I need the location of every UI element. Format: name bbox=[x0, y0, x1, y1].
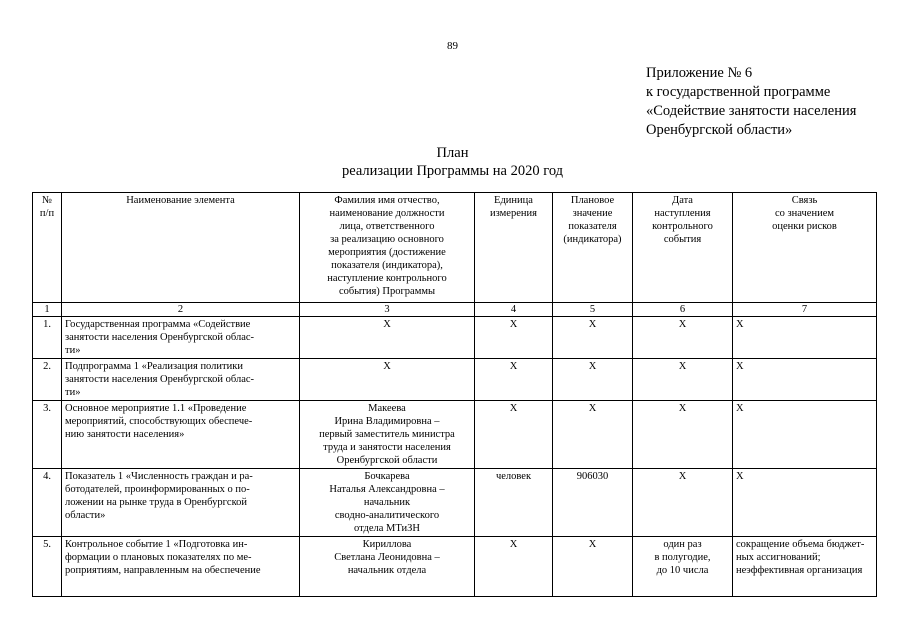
cell-line: Кириллова bbox=[362, 539, 412, 550]
cell-line: сокращение объема бюджет- bbox=[736, 539, 865, 550]
header-cell-risk bbox=[733, 193, 877, 303]
cell-line: ти» bbox=[65, 345, 81, 356]
cell-unit bbox=[475, 359, 553, 401]
cell-line: наименование должности bbox=[329, 208, 445, 219]
cell-line: начальник bbox=[363, 497, 411, 508]
cell-line: наступление контрольного bbox=[327, 273, 447, 284]
header-cell-responsible bbox=[300, 193, 475, 303]
cell-line: измерения bbox=[490, 208, 537, 219]
cell-line: Связь bbox=[791, 195, 818, 206]
cell-name bbox=[62, 401, 300, 469]
cell-risk bbox=[733, 317, 877, 359]
cell-date bbox=[633, 317, 733, 359]
cell-line: области» bbox=[65, 510, 106, 521]
cell-line: занятости населения Оренбургской облас- bbox=[65, 332, 255, 343]
cell-line: роприятиям, направленным на обеспечение bbox=[65, 565, 261, 576]
cell-line: X bbox=[383, 361, 391, 372]
column-number-cell: 5 bbox=[553, 303, 633, 317]
cell-line: до 10 числа bbox=[656, 565, 709, 576]
cell-plan bbox=[553, 359, 633, 401]
cell-line: в полугодие, bbox=[654, 552, 711, 563]
cell-line: X bbox=[678, 403, 687, 414]
cell-date bbox=[633, 537, 733, 597]
cell-responsible bbox=[300, 537, 475, 597]
cell-line: X bbox=[383, 319, 391, 330]
cell-line: ти» bbox=[65, 387, 81, 398]
title-line: реализации Программы на 2020 год bbox=[341, 163, 564, 179]
cell-line: Наталья Александровна – bbox=[329, 484, 445, 495]
cell-num: 1. bbox=[33, 317, 62, 359]
cell-line: Дата bbox=[672, 195, 693, 206]
cell-line: № bbox=[41, 195, 53, 206]
cell-line: события bbox=[663, 234, 702, 245]
cell-responsible bbox=[300, 401, 475, 469]
cell-line: первый заместитель министра bbox=[319, 429, 455, 440]
appendix-line: «Содействие занятости населения bbox=[646, 103, 857, 119]
cell-line: наступления bbox=[654, 208, 711, 219]
cell-line: мероприятия (достижение bbox=[328, 247, 446, 258]
cell-line: мероприятий, способствующих обеспече- bbox=[65, 416, 253, 427]
cell-line: нию занятости населения» bbox=[65, 429, 185, 440]
cell-line: значение bbox=[572, 208, 613, 219]
cell-line: начальник отдела bbox=[347, 565, 427, 576]
cell-line: X bbox=[678, 361, 687, 372]
column-number-cell: 3 bbox=[300, 303, 475, 317]
cell-line: события) Программы bbox=[338, 286, 436, 297]
cell-line: Контрольное событие 1 «Подготовка ин- bbox=[65, 539, 248, 550]
cell-line: показателя (индикатора), bbox=[331, 260, 443, 271]
appendix-note bbox=[646, 64, 856, 140]
cell-line: ных ассигнований; bbox=[736, 552, 821, 563]
cell-line: занятости населения Оренбургской облас- bbox=[65, 374, 255, 385]
header-cell-date bbox=[633, 193, 733, 303]
cell-risk bbox=[733, 401, 877, 469]
cell-date bbox=[633, 359, 733, 401]
cell-line: X bbox=[588, 319, 597, 330]
appendix-line: Приложение № 6 bbox=[646, 65, 753, 81]
cell-line: человек bbox=[495, 471, 532, 482]
cell-line: лица, ответственного bbox=[339, 221, 435, 232]
cell-risk bbox=[733, 359, 877, 401]
cell-unit bbox=[475, 537, 553, 597]
cell-line: Основное мероприятие 1.1 «Проведение bbox=[65, 403, 247, 414]
cell-line: один раз bbox=[663, 539, 702, 550]
cell-line: X bbox=[736, 361, 744, 372]
cell-line: Плановое bbox=[570, 195, 615, 206]
cell-unit bbox=[475, 401, 553, 469]
plan-table bbox=[32, 192, 877, 597]
cell-line: (индикатора) bbox=[563, 234, 622, 245]
cell-name bbox=[62, 359, 300, 401]
cell-line: формации о плановых показателях по ме- bbox=[65, 552, 252, 563]
cell-line: X bbox=[588, 403, 597, 414]
cell-line: X bbox=[509, 361, 518, 372]
column-number-cell: 7 bbox=[733, 303, 877, 317]
cell-line: X bbox=[678, 319, 687, 330]
cell-line: Фамилия имя отчество, bbox=[334, 195, 440, 206]
cell-line: X bbox=[509, 403, 518, 414]
header-cell-unit bbox=[475, 193, 553, 303]
cell-name bbox=[62, 537, 300, 597]
cell-num: 5. bbox=[33, 537, 62, 597]
table-row bbox=[33, 469, 877, 537]
cell-responsible bbox=[300, 359, 475, 401]
cell-line: п/п bbox=[39, 208, 55, 219]
cell-responsible bbox=[300, 317, 475, 359]
cell-line: X bbox=[736, 319, 744, 330]
appendix-line: Оренбургской области» bbox=[646, 122, 793, 138]
cell-line: X bbox=[678, 471, 687, 482]
cell-line: показателя bbox=[568, 221, 617, 232]
cell-line: оценки рисков bbox=[772, 221, 837, 232]
cell-responsible bbox=[300, 469, 475, 537]
cell-line: Подпрограмма 1 «Реализация политики bbox=[65, 361, 243, 372]
column-number-row bbox=[33, 303, 877, 317]
header-cell-num bbox=[33, 193, 62, 303]
cell-line: X bbox=[509, 539, 518, 550]
cell-line: со значением bbox=[774, 208, 835, 219]
cell-plan bbox=[553, 317, 633, 359]
cell-num: 2. bbox=[33, 359, 62, 401]
cell-line: Показатель 1 «Численность граждан и ра- bbox=[65, 471, 253, 482]
column-number-cell: 4 bbox=[475, 303, 553, 317]
cell-line: Наименование элемента bbox=[126, 195, 235, 206]
cell-plan bbox=[553, 401, 633, 469]
cell-line: Государственная программа «Содействие bbox=[65, 319, 251, 330]
cell-line: отдела МТиЗН bbox=[353, 523, 421, 534]
table-row bbox=[33, 537, 877, 597]
column-number-cell: 6 bbox=[633, 303, 733, 317]
cell-name bbox=[62, 469, 300, 537]
cell-line: сводно-аналитического bbox=[334, 510, 440, 521]
cell-line: за реализацию основного bbox=[330, 234, 444, 245]
cell-risk bbox=[733, 469, 877, 537]
table-row bbox=[33, 359, 877, 401]
column-number-cell: 2 bbox=[62, 303, 300, 317]
cell-line: ботодателей, проинформированных о по- bbox=[65, 484, 250, 495]
header-cell-plan bbox=[553, 193, 633, 303]
cell-risk bbox=[733, 537, 877, 597]
cell-line: Единица bbox=[494, 195, 533, 206]
title-line: План bbox=[436, 145, 469, 161]
cell-line: неэффективная организация bbox=[736, 565, 863, 576]
header-cell-name bbox=[62, 193, 300, 303]
table-row bbox=[33, 317, 877, 359]
page-number: 89 bbox=[447, 40, 458, 52]
appendix-line: к государственной программе bbox=[646, 84, 831, 100]
cell-line: X bbox=[736, 471, 744, 482]
document-title bbox=[0, 144, 905, 180]
cell-unit bbox=[475, 469, 553, 537]
cell-num: 4. bbox=[33, 469, 62, 537]
table-row bbox=[33, 401, 877, 469]
cell-plan bbox=[553, 469, 633, 537]
cell-line: труда и занятости населения bbox=[323, 442, 451, 453]
cell-line: Ирина Владимировна – bbox=[334, 416, 440, 427]
cell-num: 3. bbox=[33, 401, 62, 469]
cell-line: X bbox=[588, 539, 597, 550]
column-number-cell: 1 bbox=[33, 303, 62, 317]
header-row bbox=[33, 193, 877, 303]
cell-line: ложении на рынке труда в Оренбургской bbox=[65, 497, 248, 508]
cell-line: Светлана Леонидовна – bbox=[334, 552, 440, 563]
cell-line: Макеева bbox=[368, 403, 406, 414]
cell-line: X bbox=[588, 361, 597, 372]
cell-line: Оренбургской области bbox=[336, 455, 438, 466]
cell-line: контрольного bbox=[652, 221, 713, 232]
cell-unit bbox=[475, 317, 553, 359]
cell-plan bbox=[553, 537, 633, 597]
cell-date bbox=[633, 469, 733, 537]
cell-date bbox=[633, 401, 733, 469]
cell-line: X bbox=[736, 403, 744, 414]
cell-line: X bbox=[509, 319, 518, 330]
cell-name bbox=[62, 317, 300, 359]
cell-line: 906030 bbox=[576, 471, 609, 482]
cell-line: Бочкарева bbox=[364, 471, 410, 482]
